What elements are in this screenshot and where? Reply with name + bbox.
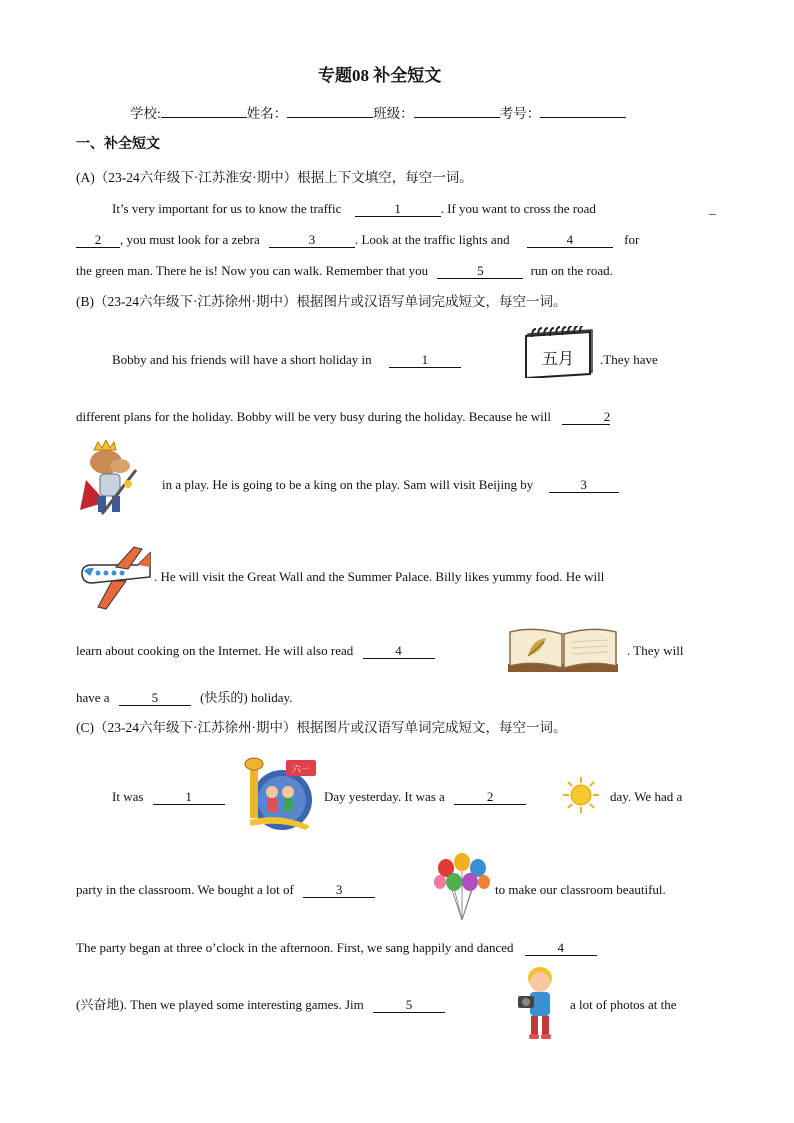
text: . If you want to cross the road bbox=[440, 201, 596, 216]
svg-text:六一: 六一 bbox=[291, 765, 311, 775]
text: It’s very important for us to know the traffic bbox=[112, 201, 342, 216]
page-title: 专题08 补全短文 bbox=[318, 66, 442, 85]
blank-a2-start: _ bbox=[709, 201, 716, 216]
blank-b5[interactable]: 5 bbox=[119, 691, 191, 706]
part-b-line-4: . He will visit the Great Wall and the Summer Palace. Billy likes yummy food. He will bbox=[154, 569, 605, 584]
part-c-line-4 bbox=[76, 997, 445, 1013]
part-b-line-3 bbox=[162, 477, 619, 493]
name-blank bbox=[287, 117, 373, 118]
prince-dog-icon bbox=[76, 440, 156, 518]
text: run on the road. bbox=[530, 263, 613, 278]
text: It was bbox=[112, 789, 144, 804]
camera-boy-icon bbox=[516, 964, 562, 1042]
part-c-line-2 bbox=[76, 882, 375, 898]
text: Day yesterday. It was a bbox=[324, 789, 445, 804]
text: , you must look for a zebra bbox=[120, 232, 260, 247]
section-heading: 一、补全短文 bbox=[76, 137, 160, 152]
balloons-icon bbox=[432, 852, 492, 922]
part-c-line-3 bbox=[76, 940, 597, 956]
blank-b2[interactable]: 2 bbox=[562, 410, 610, 425]
part-a-line-3 bbox=[76, 263, 613, 279]
blank-c4[interactable]: 4 bbox=[525, 941, 597, 956]
blank-c5[interactable]: 5 bbox=[373, 998, 445, 1013]
part-b-line-2 bbox=[76, 409, 610, 425]
part-a-line-2 bbox=[76, 232, 639, 248]
blank-a4[interactable]: 4 bbox=[527, 233, 613, 248]
childrens-day-icon bbox=[240, 756, 318, 836]
blank-c2[interactable]: 2 bbox=[454, 790, 526, 805]
open-book-icon bbox=[504, 624, 622, 676]
part-c-line-1 bbox=[112, 789, 225, 805]
text: in a play. He is going to be a king on the play. Sam will visit Beijing by bbox=[162, 477, 534, 492]
text: party in the classroom. We bought a lot of bbox=[76, 882, 294, 897]
part-a-heading: (A)（23-24六年级下·江苏淮安·期中）根据上下文填空，每空一词。 bbox=[76, 170, 473, 185]
text: different plans for the holiday. Bobby will be very busy during the holiday. Because he will bbox=[76, 409, 551, 424]
exam-no-label: 考号： bbox=[499, 106, 541, 121]
part-b-line-5 bbox=[76, 643, 435, 659]
blank-b3[interactable]: 3 bbox=[549, 478, 619, 493]
blank-a2[interactable]: 2 bbox=[76, 233, 120, 248]
text: learn about cooking on the Internet. He will also read bbox=[76, 643, 354, 658]
blank-b1[interactable]: 1 bbox=[389, 353, 461, 368]
part-b-heading: (B)（23-24六年级下·江苏徐州·期中）根据图片或汉语写单词完成短文，每空一词。 bbox=[76, 294, 567, 309]
text: Bobby and his friends will have a short holiday in bbox=[112, 352, 372, 367]
blank-a3[interactable]: 3 bbox=[269, 233, 355, 248]
school-label: 学校: bbox=[130, 106, 161, 121]
blank-b4[interactable]: 4 bbox=[363, 644, 435, 659]
text: have a bbox=[76, 690, 110, 705]
exam-no-blank bbox=[540, 117, 626, 118]
calendar-icon bbox=[522, 326, 598, 378]
part-a-line-1 bbox=[112, 201, 596, 217]
text: (兴奋地). Then we played some interesting games. Jim bbox=[76, 997, 364, 1012]
text: (快乐的) holiday. bbox=[200, 690, 293, 705]
blank-a1[interactable]: 1 bbox=[355, 202, 441, 217]
part-b-line-6 bbox=[76, 690, 292, 706]
part-c-heading: (C)（23-24六年级下·江苏徐州·期中）根据图片或汉语写单词完成短文，每空一词。 bbox=[76, 720, 567, 735]
text: for bbox=[624, 232, 640, 247]
blank-a5[interactable]: 5 bbox=[437, 264, 523, 279]
part-b-line-1 bbox=[112, 352, 461, 368]
part-c-line-2b: to make our classroom beautiful. bbox=[495, 882, 666, 897]
class-blank bbox=[414, 117, 500, 118]
part-c-line-1c: day. We had a bbox=[610, 789, 683, 804]
name-label: 姓名： bbox=[246, 106, 288, 121]
school-blank bbox=[161, 117, 247, 118]
text: the green man. There he is! Now you can walk. Remember that you bbox=[76, 263, 429, 278]
text: . Look at the traffic lights and bbox=[354, 232, 510, 247]
text: The party began at three o’clock in the afternoon. First, we sang happily and danced bbox=[76, 940, 514, 955]
part-b-line-5b: . They will bbox=[627, 643, 684, 658]
blank-c1[interactable]: 1 bbox=[153, 790, 225, 805]
sun-icon bbox=[562, 776, 600, 814]
class-label: 班级： bbox=[373, 106, 414, 121]
blank-c3[interactable]: 3 bbox=[303, 883, 375, 898]
part-c-line-1b bbox=[324, 789, 526, 805]
header-row bbox=[130, 106, 626, 122]
part-c-line-4b: a lot of photos at the bbox=[570, 997, 677, 1012]
airplane-icon bbox=[76, 543, 154, 611]
calendar-text: 五月 bbox=[541, 349, 575, 368]
part-b-line-1b: .They have bbox=[600, 352, 658, 367]
